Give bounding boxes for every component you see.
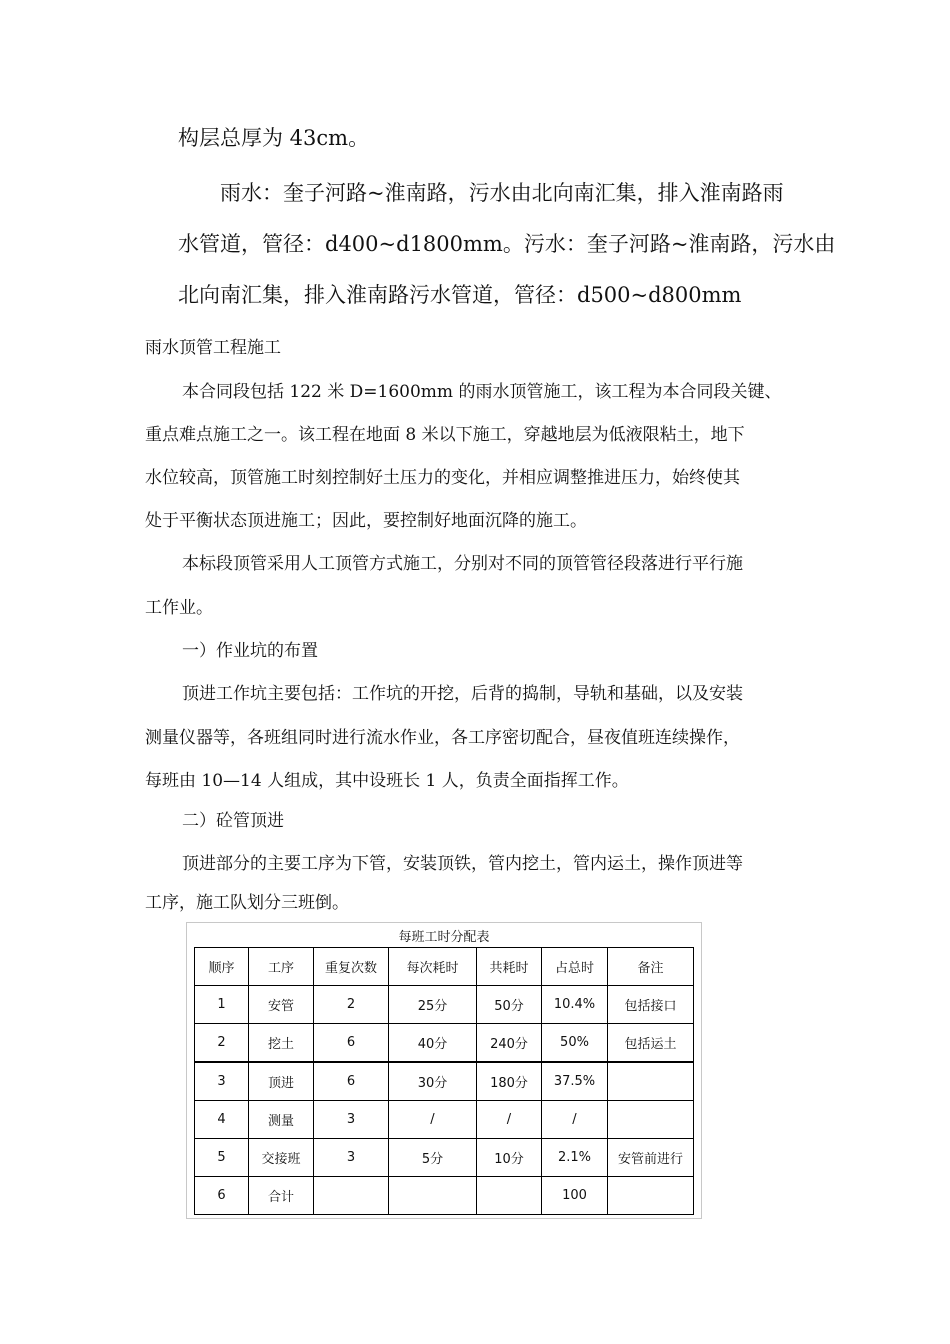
table-cell: 180分 xyxy=(477,1062,542,1101)
table-image xyxy=(186,922,702,1219)
table-cell xyxy=(477,1177,542,1215)
table-cell: 2 xyxy=(314,986,389,1024)
section-heading: 二）砼管顶进 xyxy=(182,811,284,831)
table-cell: 2 xyxy=(195,1024,249,1063)
header-cell: 每次耗时 xyxy=(389,948,477,986)
table-cell: 6 xyxy=(314,1024,389,1063)
table-cell: 100 xyxy=(542,1177,608,1215)
table-cell: 6 xyxy=(314,1062,389,1101)
table-row xyxy=(195,1062,694,1101)
paragraph-line: 顶进部分的主要工序为下管，安装顶铁，管内挖土，管内运土，操作顶进等 xyxy=(182,854,743,874)
table-cell: 安管前进行 xyxy=(608,1139,694,1177)
section-heading: 雨水顶管工程施工 xyxy=(145,338,281,358)
table-cell: 1 xyxy=(195,986,249,1024)
paragraph-line: 顶进工作坑主要包括：工作坑的开挖，后背的捣制，导轨和基础，以及安装 xyxy=(182,684,743,704)
header-cell: 备注 xyxy=(608,948,694,986)
table-cell: 30分 xyxy=(389,1062,477,1101)
paragraph-line: 雨水：奎子河路~淮南路，污水由北向南汇集，排入淮南路雨 xyxy=(220,181,784,205)
table-header-row xyxy=(195,948,694,986)
table-cell: 50分 xyxy=(477,986,542,1024)
table-row xyxy=(195,1177,694,1215)
paragraph-line: 水管道，管径：d400~d1800mm。污水：奎子河路~淮南路，污水由 xyxy=(178,232,836,256)
paragraph-line: 构层总厚为 43cm。 xyxy=(178,126,370,150)
paragraph-line: 每班由 10—14 人组成，其中设班长 1 人，负责全面指挥工作。 xyxy=(145,771,629,791)
header-cell: 工序 xyxy=(249,948,314,986)
header-cell: 共耗时 xyxy=(477,948,542,986)
table-cell: 包括接口 xyxy=(608,986,694,1024)
table-cell: 包括运土 xyxy=(608,1024,694,1063)
table-cell: 3 xyxy=(314,1139,389,1177)
table-row xyxy=(195,986,694,1024)
table-cell: 合计 xyxy=(249,1177,314,1215)
table-cell: 6 xyxy=(195,1177,249,1215)
paragraph-line: 北向南汇集，排入淮南路污水管道，管径：d500~d800mm xyxy=(178,283,742,307)
work-hours-table xyxy=(194,947,694,1215)
table-cell xyxy=(389,1177,477,1215)
table-cell: / xyxy=(477,1101,542,1139)
table-cell: 10分 xyxy=(477,1139,542,1177)
paragraph-line: 本标段顶管采用人工顶管方式施工，分别对不同的顶管管径段落进行平行施 xyxy=(182,554,743,574)
table-cell: / xyxy=(542,1101,608,1139)
table-cell xyxy=(608,1101,694,1139)
table-cell: 50% xyxy=(542,1024,608,1063)
paragraph-line: 本合同段包括 122 米 D=1600mm 的雨水顶管施工，该工程为本合同段关键、 xyxy=(182,382,782,402)
table-cell xyxy=(314,1177,389,1215)
table-cell: 4 xyxy=(195,1101,249,1139)
paragraph-line: 水位较高，顶管施工时刻控制好土压力的变化，并相应调整推进压力，始终使其 xyxy=(145,468,740,488)
table-cell: 3 xyxy=(195,1062,249,1101)
table-cell: 挖土 xyxy=(249,1024,314,1063)
table-cell xyxy=(608,1062,694,1101)
table-cell: 2.1% xyxy=(542,1139,608,1177)
header-cell: 重复次数 xyxy=(314,948,389,986)
paragraph-line: 重点难点施工之一。该工程在地面 8 米以下施工，穿越地层为低液限粘土，地下 xyxy=(145,425,745,445)
paragraph-line: 处于平衡状态顶进施工；因此，要控制好地面沉降的施工。 xyxy=(145,511,587,531)
table-cell: 37.5% xyxy=(542,1062,608,1101)
paragraph-line: 工序，施工队划分三班倒。 xyxy=(145,893,349,913)
table-cell xyxy=(608,1177,694,1215)
section-heading: 一）作业坑的布置 xyxy=(182,641,318,661)
table-cell: 5 xyxy=(195,1139,249,1177)
table-cell: / xyxy=(389,1101,477,1139)
header-cell: 顺序 xyxy=(195,948,249,986)
table-row xyxy=(195,1139,694,1177)
table-cell: 240分 xyxy=(477,1024,542,1063)
table-cell: 交接班 xyxy=(249,1139,314,1177)
header-cell: 占总时 xyxy=(542,948,608,986)
table-row xyxy=(195,1101,694,1139)
table-cell: 10.4% xyxy=(542,986,608,1024)
table-cell: 40分 xyxy=(389,1024,477,1063)
table-cell: 25分 xyxy=(389,986,477,1024)
table-cell: 安管 xyxy=(249,986,314,1024)
paragraph-line: 工作业。 xyxy=(145,598,213,618)
table-title: 每班工时分配表 xyxy=(398,930,490,945)
table-row xyxy=(195,1024,694,1063)
table-cell: 3 xyxy=(314,1101,389,1139)
paragraph-line: 测量仪器等，各班组同时进行流水作业，各工序密切配合，昼夜值班连续操作， xyxy=(145,728,740,748)
table-cell: 顶进 xyxy=(249,1062,314,1101)
table-cell: 5分 xyxy=(389,1139,477,1177)
table-cell: 测量 xyxy=(249,1101,314,1139)
